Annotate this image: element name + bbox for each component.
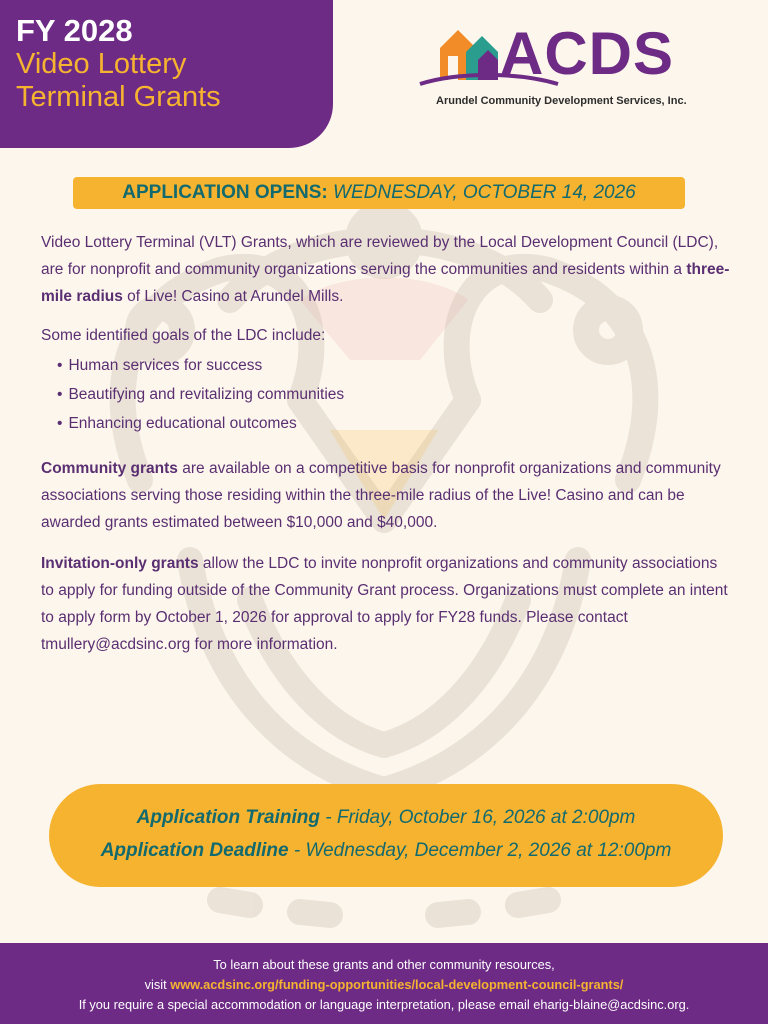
invitation-grants-bold: Invitation-only grants [41, 555, 199, 572]
application-opens-banner [73, 177, 685, 209]
intro-bold: three-mile radius [41, 261, 730, 305]
list-item: • Human services for success [57, 351, 731, 380]
key-dates-pill [49, 784, 723, 887]
footer-line1: To learn about these grants and other community resources, [213, 957, 555, 972]
invitation-grants-paragraph [41, 550, 731, 658]
training-value: - Friday, October 16, 2026 at 2:00pm [319, 807, 636, 828]
intro-text-after: of Live! Casino at Arundel Mills. [122, 288, 344, 305]
footer [0, 943, 768, 1024]
footer-website-link[interactable]: www.acdsinc.org/funding-opportunities/local-development-council-grants/ [170, 977, 624, 992]
footer-line3: If you require a special accommodation or language interpretation, please email eharig-blaine@acdsinc.org. [78, 997, 690, 1012]
logo-wordmark: ACDS [500, 20, 675, 87]
title-program-line2: Terminal Grants [16, 81, 221, 113]
community-grants-bold: Community grants [41, 460, 178, 477]
goals-list [41, 351, 731, 438]
footer-visit-prefix: visit [144, 977, 171, 992]
community-grants-paragraph [41, 455, 731, 536]
deadline-value: - Wednesday, December 2, 2026 at 12:00pm [288, 840, 672, 861]
deadline-date-line [49, 834, 723, 867]
main-content [41, 229, 731, 658]
training-label: Application Training [136, 807, 320, 828]
list-item: • Beautifying and revitalizing communities [57, 380, 731, 409]
title-block [0, 0, 333, 148]
application-opens-label: APPLICATION OPENS: [122, 182, 328, 203]
title-program-line1: Video Lottery [16, 48, 187, 80]
invitation-grants-text: allow the LDC to invite nonprofit organizations and community associations to apply for funding outside of the Community Grant process. Organizations must complete an intent to apply form by October 1, 2026 for approval to apply for FY28 funds. Please contact tmullery@acdsinc.org for more information. [41, 555, 728, 653]
application-opens-date: WEDNESDAY, OCTOBER 14, 2026 [333, 182, 636, 203]
intro-paragraph [41, 229, 731, 310]
list-item: • Enhancing educational outcomes [57, 409, 731, 438]
intro-text-before: Video Lottery Terminal (VLT) Grants, which are reviewed by the Local Development Council (LDC), are for nonprofit and community organizations serving the communities and residents within a [41, 234, 719, 278]
logo-subtitle: Arundel Community Development Services, Inc. [436, 95, 687, 107]
deadline-label: Application Deadline [100, 840, 289, 861]
title-fiscal-year: FY 2028 [16, 13, 133, 48]
community-grants-text: are available on a competitive basis for nonprofit organizations and community associations serving those residing within the three-mile radius of the Live! Casino and can be awarded grants estimated between $10,000 and $40,000. [41, 460, 721, 531]
footer-line2 [0, 975, 768, 995]
goals-heading: Some identified goals of the LDC include: [41, 327, 326, 344]
training-date-line [49, 801, 723, 834]
